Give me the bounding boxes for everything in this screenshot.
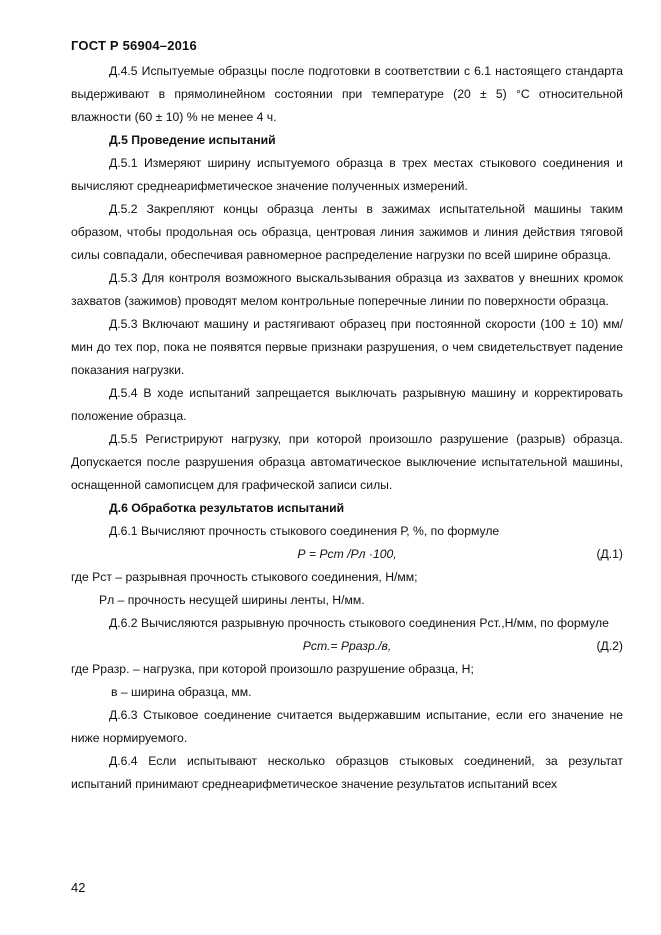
paragraph-d4-5: Д.4.5 Испытуемые образцы после подготовки в соответствии с 6.1 настоящего стандарта выдерживают в прямолинейном состоянии при температуре (20 ± 5) °С относительной влажности (60 ± 10) % не менее 4 ч. bbox=[71, 64, 623, 124]
paragraph-d5-1: Д.5.1 Измеряют ширину испытуемого образца в трех местах стыкового соединения и вычисляют среднеарифметическое значение полученных измерений. bbox=[71, 156, 623, 193]
formula-d2-number: (Д.2) bbox=[596, 639, 623, 653]
section-heading-d5: Д.5 Проведение испытаний bbox=[109, 133, 276, 147]
document-body bbox=[71, 60, 623, 796]
where-pst: где Рст – разрывная прочность стыкового соединения, Н/мм; bbox=[71, 570, 418, 584]
standard-header: ГОСТ Р 56904–2016 bbox=[71, 38, 197, 53]
where-pl: Рл – прочность несущей ширины ленты, Н/мм. bbox=[99, 593, 365, 607]
formula-d1-expression: Р = Рст /Рл ·100, bbox=[297, 547, 397, 561]
paragraph-d5-2: Д.5.2 Закрепляют концы образца ленты в зажимах испытательной машины таким образом, чтобы продольная ось образца, центровая линия зажимов и линия действия тяговой силы совпадали, обеспечивая равномерное распределение нагрузки по всей ширине образца. bbox=[71, 202, 623, 262]
paragraph-d5-4: Д.5.4 В ходе испытаний запрещается выключать разрывную машину и корректировать положение образца. bbox=[71, 386, 623, 423]
paragraph-d6-2: Д.6.2 Вычисляются разрывную прочность стыкового соединения Рст.,Н/мм, по формуле bbox=[109, 616, 609, 630]
paragraph-d6-1: Д.6.1 Вычисляют прочность стыкового соединения Р, %, по формуле bbox=[109, 524, 500, 538]
formula-d1 bbox=[71, 543, 623, 566]
formula-d2 bbox=[71, 635, 623, 658]
section-heading-d6: Д.6 Обработка результатов испытаний bbox=[109, 501, 345, 515]
paragraph-d6-4: Д.6.4 Если испытывают несколько образцов стыковых соединений, за результат испытаний принимают среднеарифметическое значение результатов испытаний всех bbox=[71, 754, 623, 791]
paragraph-d5-5: Д.5.5 Регистрируют нагрузку, при которой произошло разрушение (разрыв) образца. Допускается после разрушения образца автоматическое выключение испытательной машины, оснащенной самописцем для графической записи силы. bbox=[71, 432, 623, 492]
paragraph-d6-3: Д.6.3 Стыковое соединение считается выдержавшим испытание, если его значение не ниже нормируемого. bbox=[71, 708, 623, 745]
paragraph-d5-3-control: Д.5.3 Для контроля возможного выскальзывания образца из захватов у внешних кромок захватов (зажимов) проводят мелом контрольные поперечные линии по поверхности образца. bbox=[71, 271, 623, 308]
paragraph-d5-3-start: Д.5.3 Включают машину и растягивают образец при постоянной скорости (100 ± 10) мм/мин до тех пор, пока не появятся первые признаки разрушения, о чем свидетельствует падение показания нагрузки. bbox=[71, 317, 623, 377]
where-v: в – ширина образца, мм. bbox=[111, 685, 252, 699]
formula-d1-number: (Д.1) bbox=[596, 547, 623, 561]
formula-d2-expression: Рст.= Рразр./в, bbox=[302, 639, 392, 653]
page-number: 42 bbox=[71, 880, 86, 895]
where-prazr: где Рразр. – нагрузка, при которой произошло разрушение образца, Н; bbox=[71, 662, 474, 676]
